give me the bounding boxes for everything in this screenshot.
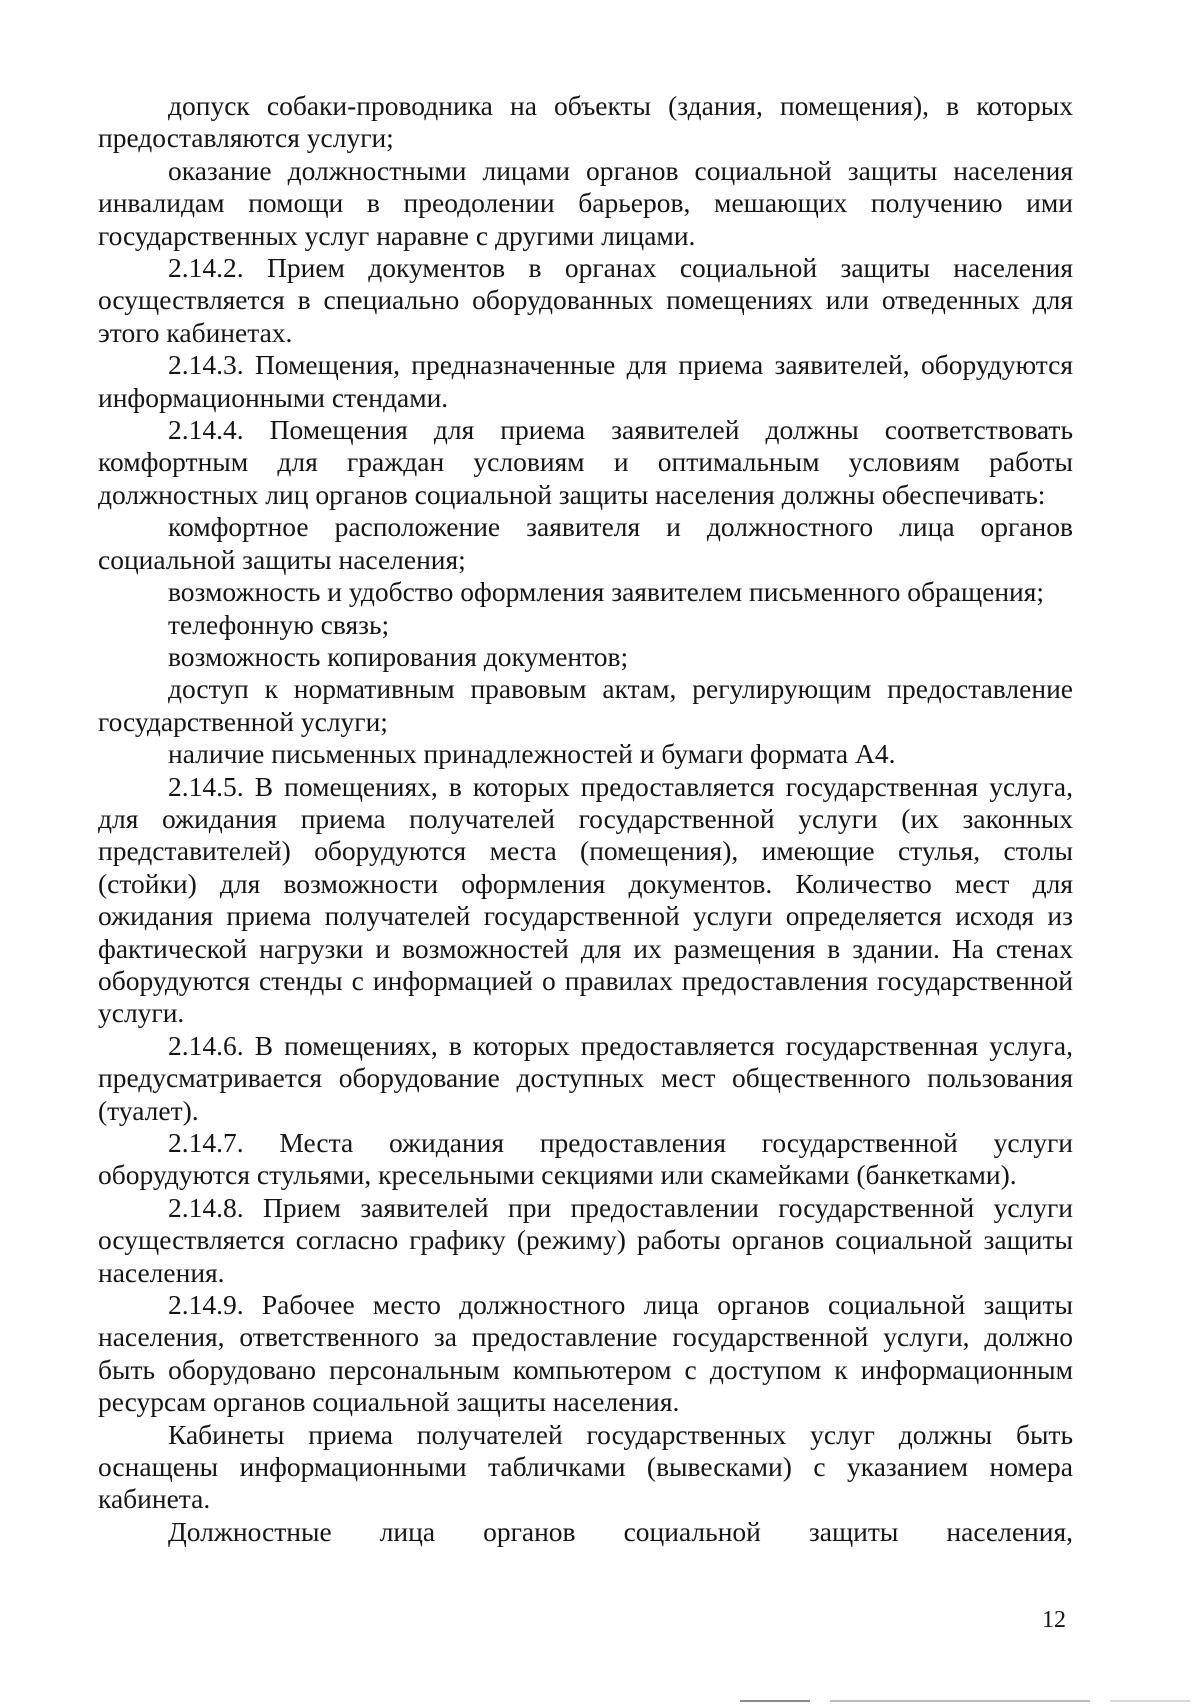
paragraph-2-14-9: 2.14.9. Рабочее место должностного лица органов социальной защиты населения, ответственного за предоставление государственной услуги, должно быть оборудовано персональным компьютером с доступом к информационным ресурсам органов социальной защиты населения. <box>98 1289 1073 1418</box>
paragraph-guide-dog: допуск собаки-проводника на объекты (здания, помещения), в которых предоставляются услуги; <box>98 90 1073 154</box>
paragraph-2-14-2: 2.14.2. Прием документов в органах социальной защиты населения осуществляется в специально оборудованных помещениях или отведенных для этого кабинетах. <box>98 252 1073 348</box>
list-item-stationery: наличие письменных принадлежностей и бумаги формата А4. <box>168 738 896 770</box>
document-body <box>98 90 1073 1548</box>
list-item-telephone: телефонную связь; <box>168 608 390 640</box>
page-number: 12 <box>1042 1607 1066 1633</box>
scan-edge-line <box>740 1700 810 1702</box>
list-item-comfortable-placement: комфортное расположение заявителя и должностного лица органов социальной защиты населения; <box>98 511 1073 575</box>
list-item-legal-acts: доступ к нормативным правовым актам, регулирующим предоставление государственной услуги; <box>98 673 1073 737</box>
scan-edge-line <box>830 1700 1090 1702</box>
list-item-written-appeal: возможность и удобство оформления заявителем письменного обращения; <box>168 576 1045 608</box>
paragraph-2-14-6: 2.14.6. В помещениях, в которых предоставляется государственная услуга, предусматривается оборудование доступных мест общественного пользования (туалет). <box>98 1029 1073 1126</box>
paragraph-official-assistance: оказание должностными лицами органов социальной защиты населения инвалидам помощи в преодолении барьеров, мешающих получению ими государственных услуг наравне с другими лицами. <box>98 154 1073 251</box>
paragraph-2-14-5: 2.14.5. В помещениях, в которых предоставляется государственная услуга, для ожидания приема получателей государственной услуги (их законных представителей) оборудуются места (помещения), имеющие стулья, столы (стойки) для возможности оформления документов. Количество мест для ожидания приема получателей государственной услуги определяется исходя из фактической нагрузки и возможностей для их размещения в здании. На стенах оборудуются стенды с информацией о правилах предоставления государственной услуги. <box>98 770 1073 1029</box>
paragraph-2-14-8: 2.14.8. Прием заявителей при предоставлении государственной услуги осуществляется согласно графику (режиму) работы органов социальной защиты населения. <box>98 1191 1073 1288</box>
paragraph-cabinet-signs: Кабинеты приема получателей государственных услуг должны быть оснащены информационными табличками (вывесками) с указанием номера кабинета. <box>98 1418 1073 1515</box>
paragraph-officials-continued: Должностные лица органов социальной защиты населения, <box>168 1515 1073 1547</box>
list-item-copying: возможность копирования документов; <box>168 640 629 672</box>
scan-edge-line <box>1110 1700 1190 1702</box>
paragraph-2-14-7: 2.14.7. Места ожидания предоставления государственной услуги оборудуются стульями, кресельными секциями или скамейками (банкетками). <box>98 1127 1073 1191</box>
paragraph-2-14-4: 2.14.4. Помещения для приема заявителей должны соответствовать комфортным для граждан условиям и оптимальным условиям работы должностных лиц органов социальной защиты населения должны обеспечивать: <box>98 414 1073 510</box>
paragraph-2-14-3: 2.14.3. Помещения, предназначенные для приема заявителей, оборудуются информационными стендами. <box>98 349 1073 413</box>
